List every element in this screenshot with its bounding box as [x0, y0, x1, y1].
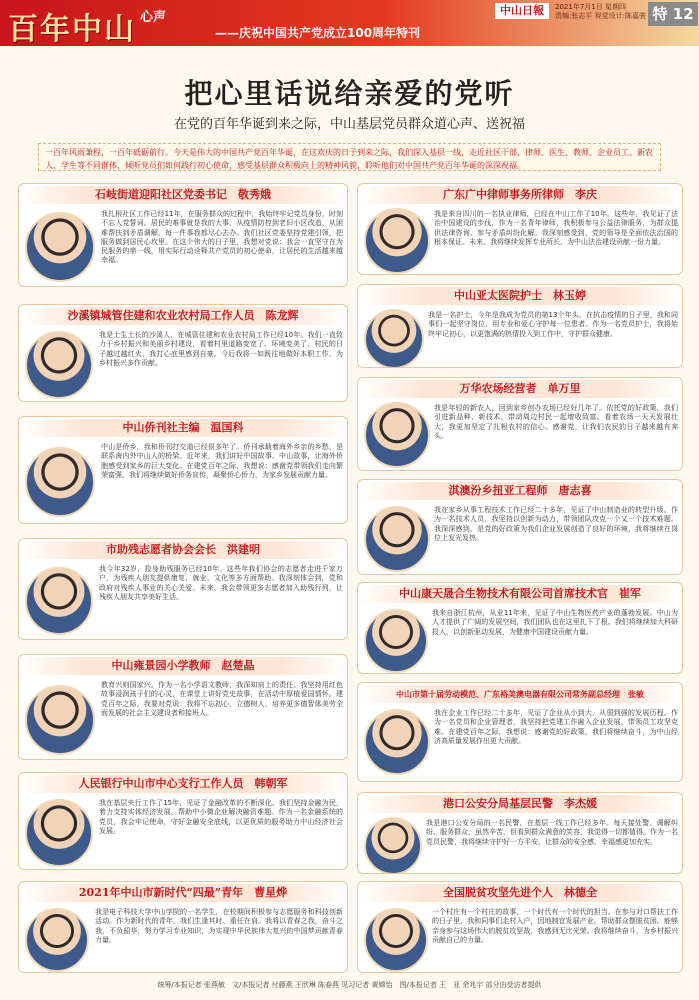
card-title: 全国脱贫攻坚先进个人 林德全: [358, 884, 682, 902]
portrait-photo: [25, 799, 93, 867]
portrait-photo: [364, 506, 430, 572]
card-title: 中山雍景园小学教师 赵楚晶: [19, 657, 347, 675]
newspaper-logo: 中山日報: [495, 3, 549, 19]
portrait-photo: [25, 447, 95, 517]
portrait-photo: [25, 331, 93, 399]
profile-card: [18, 538, 348, 640]
credits-footer: 统筹/本报记者 张燕敏 文/本报记者 付藤燕 王欣琳 陈春燕 见习记者 黄嫦怡 图/本报记者 王 亚 余兆宇 部分由受访者提供: [157, 981, 542, 989]
card-text: 一个村庄有一个村庄的故事，一个时代有一个时代的担当。在参与对口帮扶工作的日子里，我和同事们走村入户，因地制宜发展产业，帮助群众摆脱贫困。能够亲身参与这场伟大的脱贫攻坚战，我感到无比光荣。我将继续奋斗，为乡村振兴贡献自己的力量。: [432, 908, 678, 944]
profile-card: [357, 792, 683, 874]
card-text: 我是来自四川的一名执业律师，已经在中山工作了10年。这些年，我见证了法治中国建设的步伐，作为一名青年律师，我积极参与公益法律服务，为群众提供法律咨询，参与矛盾纠纷化解。我深刻感受到，党的领导是全面依法治国的根本保证。未来，我将继续发挥专业所长，为中山法治建设贡献一份力量。: [434, 210, 678, 246]
portrait-photo: [364, 402, 430, 468]
profile-card: [357, 582, 683, 674]
card-text: 我是一名护士，今年是我成为党员的第13个年头。在抗击疫情的日子里，我和同事们一起坚守岗位，用专业和爱心守护每一位患者。作为一名党员护士，我将始终牢记初心，以更饱满的热情投入到工作中，守护群众健康。: [428, 311, 678, 338]
page-number-badge: 特 12: [648, 2, 698, 26]
profile-card: [18, 416, 348, 524]
card-title: 中山亚太医院护士 林玉婷: [358, 287, 682, 305]
card-text: 我在家乡从事工程技术工作已经二十多年，见证了中山制造业的转型升级。作为一名技术人员，我坚持以创新为动力，带领团队攻克一个又一个技术难题。我深深感到，是党的好政策为我们企业发展创造了良好的环境，我将继续在岗位上发光发热。: [434, 506, 678, 542]
portrait-photo: [364, 908, 428, 972]
card-title: 万华农场经营者 单万里: [358, 380, 682, 398]
card-text: 中山是侨乡，我和侨刊打交道已经很多年了。侨刊承载着海外乡亲的乡愁，是联系海内外中山人的桥梁。近年来，我们讲好中国故事、中山故事，让海外侨胞感受到家乡的巨大变化。在建党百年之际，我想说：感谢党带领我们走向繁荣富强，我们将继续做好侨务宣传，凝聚侨心侨力，为家乡发展贡献力量。: [101, 443, 343, 479]
profile-card: [18, 304, 348, 402]
card-title: 广东广中律师事务所律师 李庆: [358, 186, 682, 204]
portrait-photo: [25, 685, 95, 755]
edition-meta: 2021年7月1日 星期四 责编:张志平 视觉设计:陈嘉骏: [555, 3, 646, 20]
card-text: 我在企业工作已经二十多年，见证了企业从小到大、从弱到强的发展历程。作为一名党员和企业管理者，我坚持把党建工作融入企业发展，带领员工攻坚克难。在建党百年之际，我想说：感谢党的好政策，我们将继续奋斗，为中山经济高质量发展作出更大贡献。: [434, 709, 678, 745]
card-text: 我扎根社区工作已经11年，在服务群众的过程中，我始终牢记党员身份，时刻不忘入党誓词。居民的难事就是我的大事，从疫情防控到老旧小区改造，从困难帮扶到矛盾调解，每一件事我都尽心去办。我们社区党委坚持党建引领，把服务做到居民心坎里。在这个伟大的日子里，我想对党说：我会一直坚守在为民服务的第一线，用实际行动诠释共产党员的初心使命，让居民的生活越来越幸福。: [101, 210, 343, 265]
profile-card: [18, 881, 348, 973]
portrait-photo: [364, 709, 430, 775]
portrait-photo: [364, 817, 422, 874]
card-text: 我是电子科技大学中山学院的一名学生，在校期间积极参与志愿服务和科技创新活动。作为新时代的青年，我们生逢其时、重任在肩。我将以青春之我，奋斗之我，不负韶华，努力学习专业知识，为实现中华民族伟大复兴的中国梦贡献青春力量。: [95, 908, 343, 944]
intro-paragraph: 一百年风雨兼程，一百年砥砺前行。今天是伟大的中国共产党百年华诞，在这欢庆的日子到来之际，我们深入基层一线，走近社区干部、律师、医生、教师、企业员工、新农人、学生等不同群体，倾听党员们如何践行初心使命，感受基层群众积极向上的精神风貌，聆听他们对中国共产党百年华诞的深深祝福。: [38, 143, 661, 171]
masthead-xinsheng: 心声: [140, 10, 167, 25]
card-text: 我是土生土长的沙溪人，在城管住建和农业农村局工作已经10年。我们一直致力于乡村振兴和美丽乡村建设，看着村里道路变宽了、环境变美了、村民的日子越过越红火，我打心底里感到自豪。今后我将一如既往地做好本职工作，为乡村振兴多作贡献。: [99, 331, 343, 367]
profile-card: [357, 479, 683, 575]
card-title: 中山市第十届劳动模范、广东裕美澳电器有限公司常务副总经理 张敏: [358, 685, 682, 703]
masthead-banner: [0, 0, 699, 46]
card-text: 我是年轻的新农人，回到家乡创办农场已经好几年了。依托党的好政策，我们引进新品种、新技术，带动周边村民一起增收致富。看着农场一天天发展壮大，我更加坚定了扎根农村的信心。感谢党，让我们农民的日子越来越有奔头。: [434, 404, 678, 440]
portrait-photo: [364, 609, 428, 673]
profile-card: [18, 772, 348, 870]
masthead-title: 百年中山: [8, 12, 136, 47]
profile-card: [357, 881, 683, 973]
profile-card: [357, 183, 683, 275]
profile-card: [357, 682, 683, 782]
portrait-photo: [25, 908, 89, 972]
profile-card: [18, 183, 348, 287]
card-text: 我来自浙江杭州，从业11年来，见证了中山生物医药产业的蓬勃发展。中山为人才提供了广阔的发展空间，我们团队也在这里扎下了根。我们将继续加大科研投入，以创新驱动发展，为健康中国建设贡献力量。: [432, 609, 678, 636]
card-title: 沙溪镇城管住建和农业农村局工作人员 陈龙辉: [19, 307, 347, 325]
card-title: 港口公安分局基层民警 李杰媛: [358, 795, 682, 813]
sub-headline: 在党的百年华诞到来之际，中山基层党员群众道心声、送祝福: [173, 117, 525, 132]
profile-card: [18, 654, 348, 760]
card-title: 中山侨刊社主编 温国科: [19, 419, 347, 437]
card-title: 人民银行中山市中心支行工作人员 韩朝军: [19, 775, 347, 793]
card-title: 中山康天晟合生物技术有限公司首席技术官 崔军: [358, 585, 682, 603]
portrait-photo: [25, 212, 95, 282]
card-text: 我今年32岁，投身助残服务已经10年。这些年我们协会的志愿者走进千家万户，为残疾人朋友提供康复、就业、文化等多方面帮助。我深刻体会到，党和政府对残疾人事业的关心关爱。未来，我会带领更多志愿者加入助残行列，让残疾人朋友共享美好生活。: [99, 565, 343, 601]
main-headline: 把心里话说给亲爱的党听: [184, 77, 515, 110]
card-text: 我是港口公安分局的一名民警，在基层一线工作已经多年。每天接处警、调解纠纷、服务群众，虽然辛苦，但看到群众满意的笑容，我觉得一切都值得。作为一名党员民警，我将继续守护好一方平安，让群众的安全感、幸福感更加充实。: [426, 819, 678, 846]
card-text: 我在基层央行工作了15年，见证了金融改革的不断深化。我们坚持金融为民，着力支持实体经济发展，帮助中小微企业解决融资难题。作为一名金融系统的党员，我会牢记使命，守好金融安全底线，以更优质的服务助力中山经济社会发展。: [99, 799, 343, 835]
card-title: 市助残志愿者协会会长 洪建明: [19, 541, 347, 559]
profile-card: [357, 377, 683, 471]
card-title: 石岐街道迎阳社区党委书记 敬秀娥: [19, 186, 347, 204]
portrait-photo: [364, 309, 424, 368]
card-title: 淇澳汾乡扭亚工程师 唐志喜: [358, 482, 682, 500]
profile-card: [357, 284, 683, 368]
masthead-subtitle: ——庆祝中国共产党成立100周年特刊: [215, 26, 421, 40]
card-text: 教育兴则国家兴。作为一名小学语文教师，我深知肩上的责任。我坚持用红色故事浸润孩子们的心灵，在课堂上讲好党史故事，在活动中厚植爱国情怀。建党百年之际，我要对党说：我将不忘初心，立德树人，培养更多德智体美劳全面发展的社会主义建设者和接班人。: [101, 681, 343, 717]
card-title: 2021年中山市新时代“四最”青年 曹星烨: [19, 884, 347, 902]
portrait-photo: [364, 208, 430, 274]
portrait-photo: [25, 567, 93, 635]
